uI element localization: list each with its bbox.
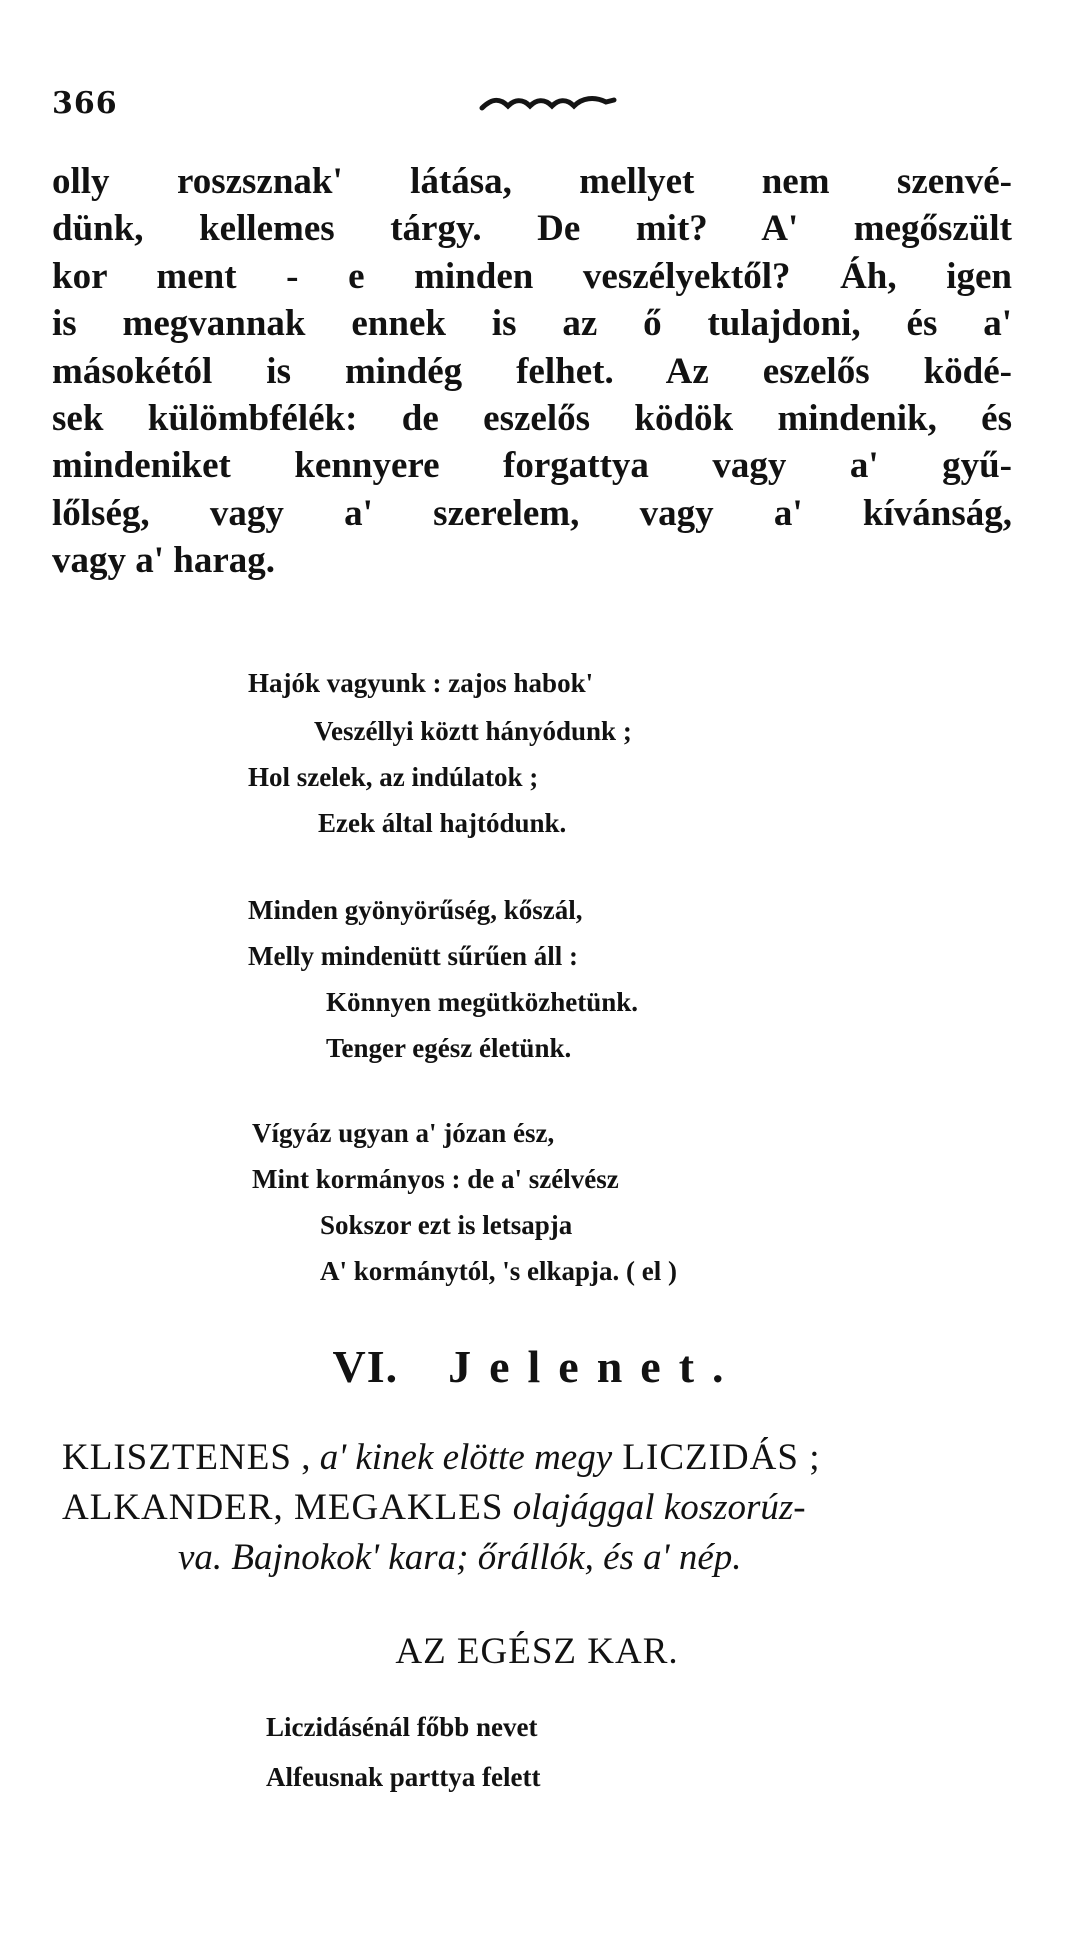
prose-line: sek külömbfélék: de eszelős ködök mindenik, és: [52, 398, 1012, 440]
verse-line: A' kormánytól, 's elkapja. ( el ): [320, 1256, 677, 1286]
verse-line: Liczidásénál főbb nevet: [266, 1712, 538, 1742]
stage-direction: a' kinek elötte megy: [319, 1437, 613, 1478]
prose-line: is megvannak ennek is az ő tulajdoni, és a': [52, 303, 1012, 345]
verse-line: Könnyen megütközhetünk.: [326, 987, 639, 1017]
stage-direction: olajággal koszorúz-: [503, 1487, 806, 1528]
character-names: ALKANDER, MEGAKLES: [62, 1487, 504, 1528]
character-name: KLISZTENES: [62, 1437, 292, 1478]
verse-line: Sokszor ezt is letsapja: [320, 1210, 573, 1240]
prose-line: mindeniket kennyere forgattya vagy a' gyű-: [52, 445, 1012, 487]
scene-word: Jelenet.: [448, 1341, 742, 1392]
verse-line: Vígyáz ugyan a' józan ész,: [252, 1118, 555, 1148]
verse-line: Alfeusnak parttya felett: [266, 1762, 541, 1792]
verse-line: Hol szelek, az indúlatok ;: [248, 762, 539, 792]
prose-line: kor ment - e minden veszélyektől? Áh, igen: [52, 255, 1012, 297]
verse-line: Hajók vagyunk : zajos habok': [248, 668, 594, 698]
verse-line: Veszéllyi köztt hányódunk ;: [314, 716, 632, 746]
prose-line: lőlség, vagy a' szerelem, vagy a' kívánság,: [52, 492, 1012, 534]
prose-line: olly roszsznak' látása, mellyet nem szenvé-: [52, 161, 1012, 202]
prose-line: másokétól is mindég felhet. Az eszelős ködé-: [52, 350, 1012, 392]
ornament-flourish-icon: [478, 94, 618, 114]
verse-line: Tenger egész életünk.: [326, 1033, 572, 1063]
cast-line: [178, 1536, 742, 1579]
page-number: 366: [52, 86, 118, 121]
verse-line: Ezek által hajtódunk.: [318, 808, 567, 838]
separator: ,: [291, 1437, 320, 1478]
cast-line: [62, 1436, 820, 1479]
prose-line: dünk, kellemes tárgy. De mit? A' megőszült: [52, 208, 1012, 250]
verse-line: Melly mindenütt sűrűen áll :: [248, 941, 579, 971]
chorus-heading: AZ EGÉSZ KAR.: [395, 1631, 679, 1672]
scene-heading: [0, 1340, 1074, 1393]
stage-direction: va. Bajnokok' kara; őrállók, és a' nép.: [178, 1537, 742, 1578]
verse-line: Minden gyönyörűség, kőszál,: [248, 895, 583, 925]
verse-line: Mint kormányos : de a' szélvész: [252, 1164, 619, 1194]
character-name: LICZIDÁS ;: [612, 1437, 821, 1478]
prose-line: vagy a' harag.: [52, 540, 276, 582]
prose-paragraph: [52, 158, 1012, 585]
cast-line: [62, 1486, 806, 1529]
scene-numeral: VI.: [332, 1341, 399, 1392]
